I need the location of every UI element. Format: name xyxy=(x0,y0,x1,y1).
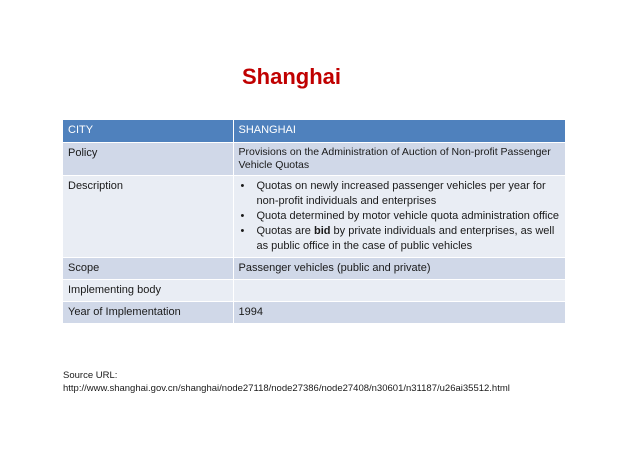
bullet-text-2: Quota determined by motor vehicle quota administration office xyxy=(256,210,559,222)
table-header-row xyxy=(63,120,565,143)
header-city: CITY xyxy=(63,120,233,143)
bullet-dot: • xyxy=(240,225,245,237)
bullet-text-3-pre: Quotas are xyxy=(256,225,314,237)
implementing-body-label: Implementing body xyxy=(63,280,233,302)
source-url: http://www.shanghai.gov.cn/shanghai/node27118/node27386/node27408/n30601/n31187/u26ai35512.html xyxy=(63,383,510,394)
policy-value: Provisions on the Administration of Auction of Non-profit Passenger Vehicle Quotas xyxy=(233,143,565,176)
bullet-dot: • xyxy=(240,180,245,192)
source-label: Source URL: xyxy=(63,370,118,381)
title-text: Shanghai xyxy=(242,64,342,89)
scope-label: Scope xyxy=(63,258,233,280)
source-block xyxy=(63,369,510,395)
table-row-scope xyxy=(63,258,565,280)
bullet-item-3 xyxy=(239,224,560,254)
table-row-policy xyxy=(63,143,565,176)
year-label: Year of Implementation xyxy=(63,302,233,324)
implementing-body-value xyxy=(233,280,565,302)
description-bullets xyxy=(239,179,560,254)
info-table xyxy=(63,120,566,324)
slide-title xyxy=(0,64,622,90)
table-row-year xyxy=(63,302,565,324)
table-row-description xyxy=(63,176,565,258)
policy-label: Policy xyxy=(63,143,233,176)
header-shanghai: SHANGHAI xyxy=(233,120,565,143)
year-value: 1994 xyxy=(233,302,565,324)
bullet-text-3-post: by private individuals and enterprises, as well as public office in the case of public vehicles xyxy=(256,225,555,252)
bullet-dot: • xyxy=(240,210,245,222)
bullet-item-2 xyxy=(239,209,560,224)
bullet-text-3-bold: bid xyxy=(313,225,331,237)
bullet-item-1 xyxy=(239,179,560,209)
description-value xyxy=(233,176,565,258)
table-row-implementing-body xyxy=(63,280,565,302)
description-label: Description xyxy=(63,176,233,258)
bullet-text-1: Quotas on newly increased passenger vehicles per year for non-profit individuals and enterprises xyxy=(256,180,546,207)
scope-value: Passenger vehicles (public and private) xyxy=(233,258,565,280)
